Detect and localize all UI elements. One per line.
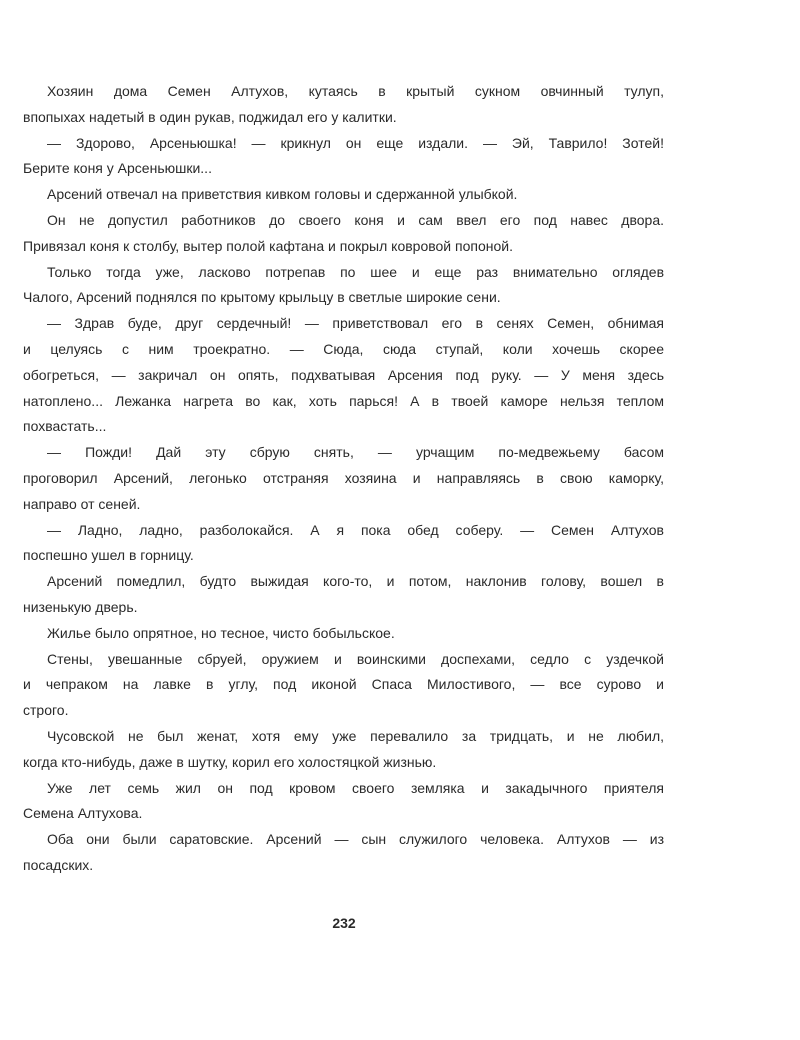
text-line: посадских. (23, 856, 94, 873)
text-line: строго. (23, 702, 69, 719)
text-line: и чепраком на лавке в углу, под иконой Спаса Милостивого, — все сурово и (23, 676, 664, 693)
text-line: — Здорово, Арсеньюшка! — крикнул он еще издали. — Эй, Таврило! Зотей! (47, 134, 664, 151)
text-line: Привязал коня к столбу, вытер полой кафтана и покрыл ковровой попоной. (23, 237, 513, 254)
text-line: направо от сеней. (23, 495, 141, 512)
text-line: похвастать... (23, 418, 107, 435)
paragraph (23, 311, 664, 440)
page-text (23, 79, 664, 879)
paragraph (23, 569, 664, 621)
text-line: Чусовской не был женат, хотя ему уже перевалило за тридцать, и не любил, (47, 727, 664, 744)
text-line: низенькую дверь. (23, 598, 138, 615)
text-line: Арсений отвечал на приветствия кивком головы и сдержанной улыбкой. (47, 186, 518, 203)
paragraph (23, 208, 664, 260)
text-line: обогреться, — закричал он опять, подхватывая Арсения под руку. — У меня здесь (23, 366, 664, 383)
page-number: 232 (332, 915, 356, 931)
text-line: проговорил Арсений, легонько отстраняя хозяина и направляясь в свою каморку, (23, 469, 664, 486)
text-line: Стены, увешанные сбруей, оружием и воинскими доспехами, седло с уздечкой (47, 650, 664, 667)
text-line: Чалого, Арсений поднялся по крытому крыльцу в светлые широкие сени. (23, 289, 501, 306)
paragraph (23, 79, 664, 131)
paragraph (23, 724, 664, 776)
text-line: Оба они были саратовские. Арсений — сын служилого человека. Алтухов — из (47, 831, 664, 848)
text-line: Только тогда уже, ласково потрепав по шее и еще раз внимательно оглядев (47, 263, 664, 280)
text-line: когда кто-нибудь, даже в шутку, корил его холостяцкой жизнью. (23, 753, 437, 770)
text-line: Жилье было опрятное, но тесное, чисто бобыльское. (47, 624, 395, 641)
text-line: поспешно ушел в горницу. (23, 547, 194, 564)
paragraph (23, 131, 664, 183)
text-line: Арсений помедлил, будто выжидая кого-то, и потом, наклонив голову, вошел в (47, 573, 664, 590)
paragraph (23, 182, 664, 208)
text-line: — Здрав буде, друг сердечный! — приветствовал его в сенях Семен, обнимая (47, 315, 664, 332)
text-line: Семена Алтухова. (23, 805, 143, 822)
text-line: Хозяин дома Семен Алтухов, кутаясь в крытый сукном овчинный тулуп, (47, 83, 664, 99)
paragraph (23, 621, 664, 647)
text-line: — Пожди! Дай эту сбрую снять, — урчащим по-медвежьему басом (47, 444, 664, 461)
paragraph (23, 776, 664, 828)
text-line: Уже лет семь жил он под кровом своего земляка и закадычного приятеля (47, 779, 664, 796)
paragraph (23, 827, 664, 879)
text-line: и целуясь с ним троекратно. — Сюда, сюда ступай, коли хочешь скорее (23, 340, 664, 357)
paragraph (23, 518, 664, 570)
text-line: натоплено... Лежанка нагрета во как, хоть парься! А в твоей каморе нельзя теплом (23, 392, 664, 409)
paragraph (23, 647, 664, 724)
text-line: — Ладно, ладно, разболокайся. А я пока обед соберу. — Семен Алтухов (47, 521, 664, 538)
text-line: Берите коня у Арсеньюшки... (23, 160, 212, 177)
paragraph (23, 260, 664, 312)
text-line: Он не допустил работников до своего коня и сам ввел его под навес двора. (47, 211, 664, 228)
text-line: впопыхах надетый в один рукав, поджидал его у калитки. (23, 108, 397, 125)
paragraph (23, 440, 664, 517)
